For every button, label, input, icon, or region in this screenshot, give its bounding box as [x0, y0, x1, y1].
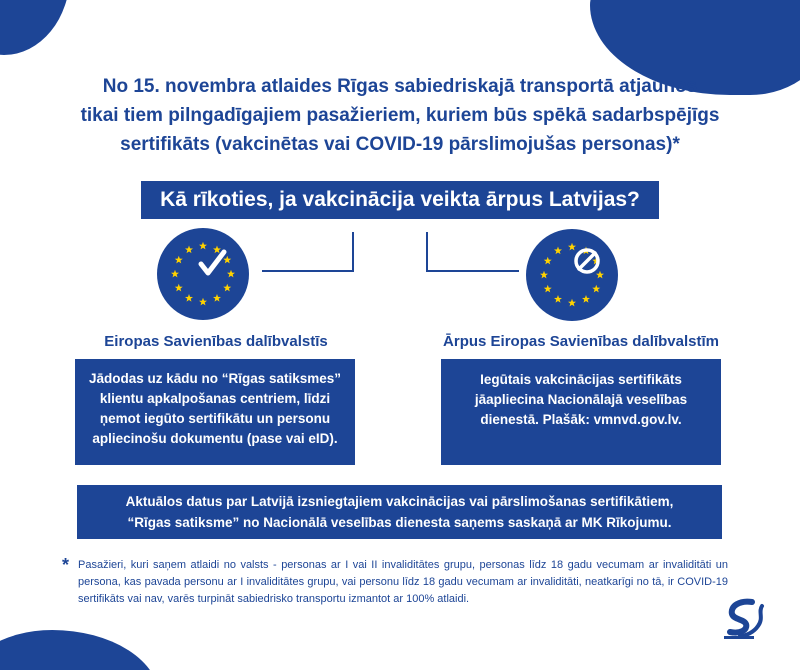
eu-star-icon — [592, 285, 600, 293]
eu-star-icon — [213, 246, 221, 254]
eu-star-icon — [568, 243, 576, 251]
box-line: “Rīgas satiksme” no Nacionālā veselības dienesta saņems saskaņā ar MK Rīkojumu. — [127, 515, 672, 530]
eu-star-icon — [554, 295, 562, 303]
headline-line: sertifikāts (vakcinētas vai COVID-19 pārslimojušas personas)* — [120, 134, 680, 155]
eu-star-icon — [540, 271, 548, 279]
box-line: Jādodas uz kādu no “Rīgas satiksmes” — [88, 371, 342, 386]
eu-instructions-box — [75, 359, 355, 465]
eu-star-icon — [568, 299, 576, 307]
box-line: klientu apkalpošanas centriem, līdzi — [99, 391, 331, 406]
rigas-satiksme-logo-icon — [722, 598, 768, 640]
eu-flag-prohibited-icon — [526, 229, 618, 321]
eu-star-icon — [199, 242, 207, 250]
eu-star-icon — [175, 284, 183, 292]
eu-star-icon — [175, 256, 183, 264]
connector-left — [262, 232, 354, 272]
footnote-text: Pasažieri, kuri saņem atlaidi no valsts - personas ar I vai II invaliditātes grupu, personas līdz 18 gadu vecumam ar invaliditāti un persona, kas pavada personu ar I invaliditātes grupu, vai personu līdz 18 gadu vecumam ar invaliditāti, neatkarīgi no tā, ir COVID-19 sertifikāts vai nav, varēs turpināt sabiedrisko transportu izmantot ar 100% atlaidi. — [78, 559, 728, 605]
decor-blob-top-left — [0, 0, 70, 55]
footnote-asterisk: * — [62, 555, 70, 575]
box-line: ņemot iegūto sertifikātu un personu — [99, 411, 331, 426]
eu-star-icon — [544, 257, 552, 265]
box-line: dienestā. Plašāk: vmnvd.gov.lv. — [480, 412, 682, 427]
eu-star-icon — [171, 270, 179, 278]
headline — [60, 72, 740, 159]
right-column-title: Ārpus Eiropas Savienības dalībvalstīm — [443, 333, 719, 350]
question-banner: Kā rīkoties, ja vakcinācija veikta ārpus Latvijas? — [141, 181, 659, 219]
box-line: Aktuālos datus par Latvijā izsniegtajiem vakcinācijas vai pārslimošanas sertifikātiem, — [125, 494, 674, 509]
connector-right — [426, 232, 519, 272]
eu-flag-check-icon — [157, 228, 249, 320]
headline-line: No 15. novembra atlaides Rīgas sabiedriskajā transportā atjaunos — [102, 76, 698, 97]
eu-star-icon — [544, 285, 552, 293]
headline-line: tikai tiem pilngadīgajiem pasažieriem, kuriem būs spēkā sadarbspējīgs — [80, 105, 720, 126]
eu-star-icon — [185, 246, 193, 254]
eu-star-icon — [213, 294, 221, 302]
eu-star-icon — [185, 294, 193, 302]
eu-star-icon — [223, 284, 231, 292]
box-line: jāapliecina Nacionālajā veselības — [474, 392, 688, 407]
eu-star-icon — [227, 270, 235, 278]
eu-star-icon — [223, 256, 231, 264]
left-column-title: Eiropas Savienības dalībvalstīs — [104, 333, 328, 350]
decor-blob-bottom-left — [0, 630, 160, 670]
box-line: apliecinošu dokumentu (pase vai eID). — [92, 431, 338, 446]
eu-star-icon — [199, 298, 207, 306]
box-line: Iegūtais vakcinācijas sertifikāts — [480, 372, 682, 387]
eu-star-icon — [554, 247, 562, 255]
eu-star-icon — [582, 295, 590, 303]
eu-star-icon — [596, 271, 604, 279]
non-eu-instructions-box — [441, 359, 721, 465]
certificate-info-box — [77, 485, 722, 539]
